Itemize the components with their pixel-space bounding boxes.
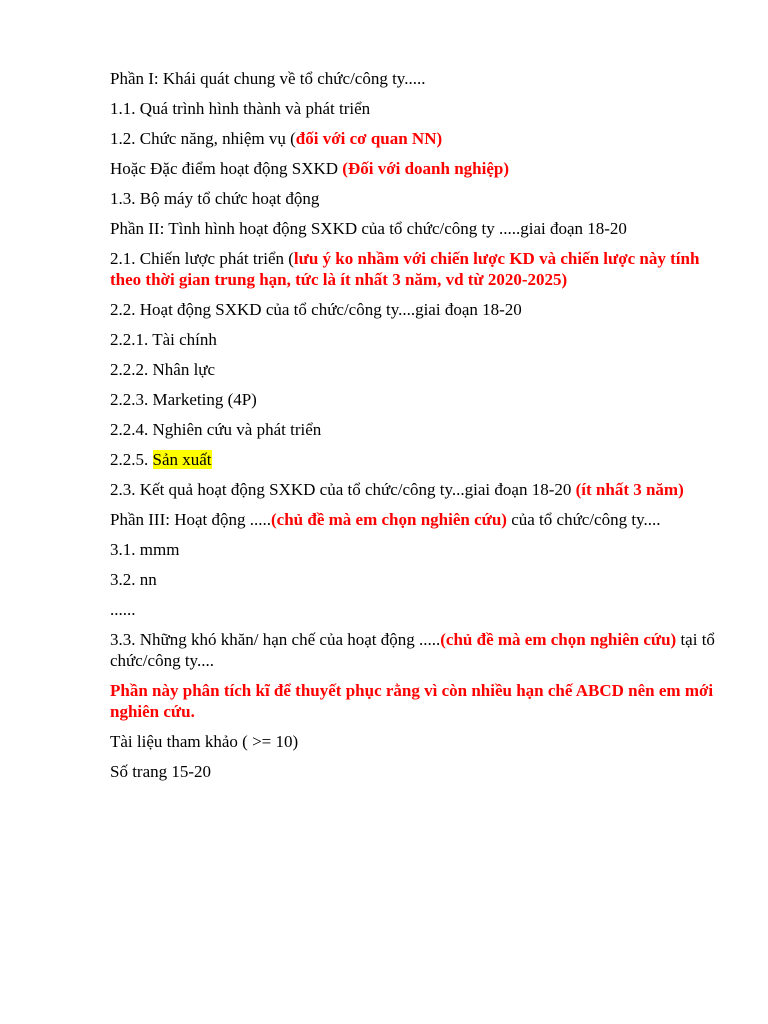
section-1-2-alt-note: (Đối với doanh nghiệp): [342, 159, 509, 178]
section-2-2-text: 2.2. Hoạt động SXKD của tổ chức/công ty....giai đoạn 18-20: [110, 300, 522, 319]
analysis-note-text: Phần này phân tích kĩ để thuyết phục rằng vì còn nhiều hạn chế ABCD nên em mới nghiên cứu.: [110, 681, 714, 721]
section-2-2-3-text: 2.2.3. Marketing (4P): [110, 390, 257, 409]
section-2-2-1-text: 2.2.1. Tài chính: [110, 330, 217, 349]
section-3-3-note: (chủ đề mà em chọn nghiên cứu): [440, 630, 677, 649]
part-1-heading: [110, 68, 720, 89]
part-3-text-end: của tổ chức/công ty....: [506, 510, 661, 529]
ellipsis-text: ......: [110, 600, 136, 619]
section-2-3-note: (ít nhất 3 năm): [575, 480, 684, 499]
page-count-text: Số trang 15-20: [110, 762, 212, 781]
section-2-2: [110, 299, 720, 320]
references-line: [110, 731, 720, 752]
section-3-2: [110, 569, 720, 590]
section-3-2-text: 3.2. nn: [110, 570, 157, 589]
section-1-2-text: 1.2. Chức năng, nhiệm vụ (: [110, 129, 296, 148]
part-3-note: (chủ đề mà em chọn nghiên cứu): [271, 510, 507, 529]
part-3-heading: [110, 509, 720, 530]
section-3-3-text: 3.3. Những khó khăn/ hạn chế của hoạt động .....: [110, 630, 441, 649]
part-2-heading: [110, 218, 720, 239]
section-1-2-alt: [110, 158, 720, 179]
section-2-2-5-highlighted-text: Sản xuất: [152, 450, 212, 469]
section-3-1-text: 3.1. mmm: [110, 540, 180, 559]
references-text: Tài liệu tham khảo ( >= 10): [110, 732, 299, 751]
section-2-1-note: lưu ý ko nhầm với chiến lược KD và chiến lược này tính theo thời gian trung hạn, tức là ít nhất 3 năm, vd từ 2020-2025): [110, 249, 700, 289]
section-2-3: [110, 479, 720, 500]
section-2-2-5-number: 2.2.5.: [110, 450, 153, 469]
section-1-2-note: đối với cơ quan NN): [295, 129, 443, 148]
section-2-2-4-text: 2.2.4. Nghiên cứu và phát triển: [110, 420, 322, 439]
outline-body: [110, 68, 720, 791]
section-2-2-2: [110, 359, 720, 380]
section-2-2-1: [110, 329, 720, 350]
section-1-2-alt-text: Hoặc Đặc điểm hoạt động SXKD: [110, 159, 343, 178]
section-1-1-text: 1.1. Quá trình hình thành và phát triển: [110, 99, 371, 118]
section-1-2: [110, 128, 720, 149]
section-1-3: [110, 188, 720, 209]
part-3-text: Phần III: Hoạt động .....: [110, 510, 272, 529]
section-2-2-4: [110, 419, 720, 440]
section-1-1: [110, 98, 720, 119]
section-2-2-2-text: 2.2.2. Nhân lực: [110, 360, 216, 379]
part-2-text: Phần II: Tình hình hoạt động SXKD của tổ chức/công ty .....giai đoạn 18-20: [110, 219, 627, 238]
ellipsis-line: [110, 599, 720, 620]
section-2-3-text: 2.3. Kết quả hoạt động SXKD của tổ chức/công ty...giai đoạn 18-20: [110, 480, 576, 499]
page-count-line: [110, 761, 720, 782]
section-2-1-text: 2.1. Chiến lược phát triển (: [110, 249, 294, 268]
analysis-note: [110, 680, 720, 722]
section-3-1: [110, 539, 720, 560]
section-2-2-3: [110, 389, 720, 410]
section-3-3: [110, 629, 720, 671]
section-1-3-text: 1.3. Bộ máy tổ chức hoạt động: [110, 189, 320, 208]
section-2-1: [110, 248, 720, 290]
section-3-3-text-end: tại tổ chức/công ty....: [110, 630, 715, 670]
part-1-text: Phần I: Khái quát chung về tổ chức/công ty.....: [110, 69, 426, 88]
section-2-2-5: [110, 449, 720, 470]
